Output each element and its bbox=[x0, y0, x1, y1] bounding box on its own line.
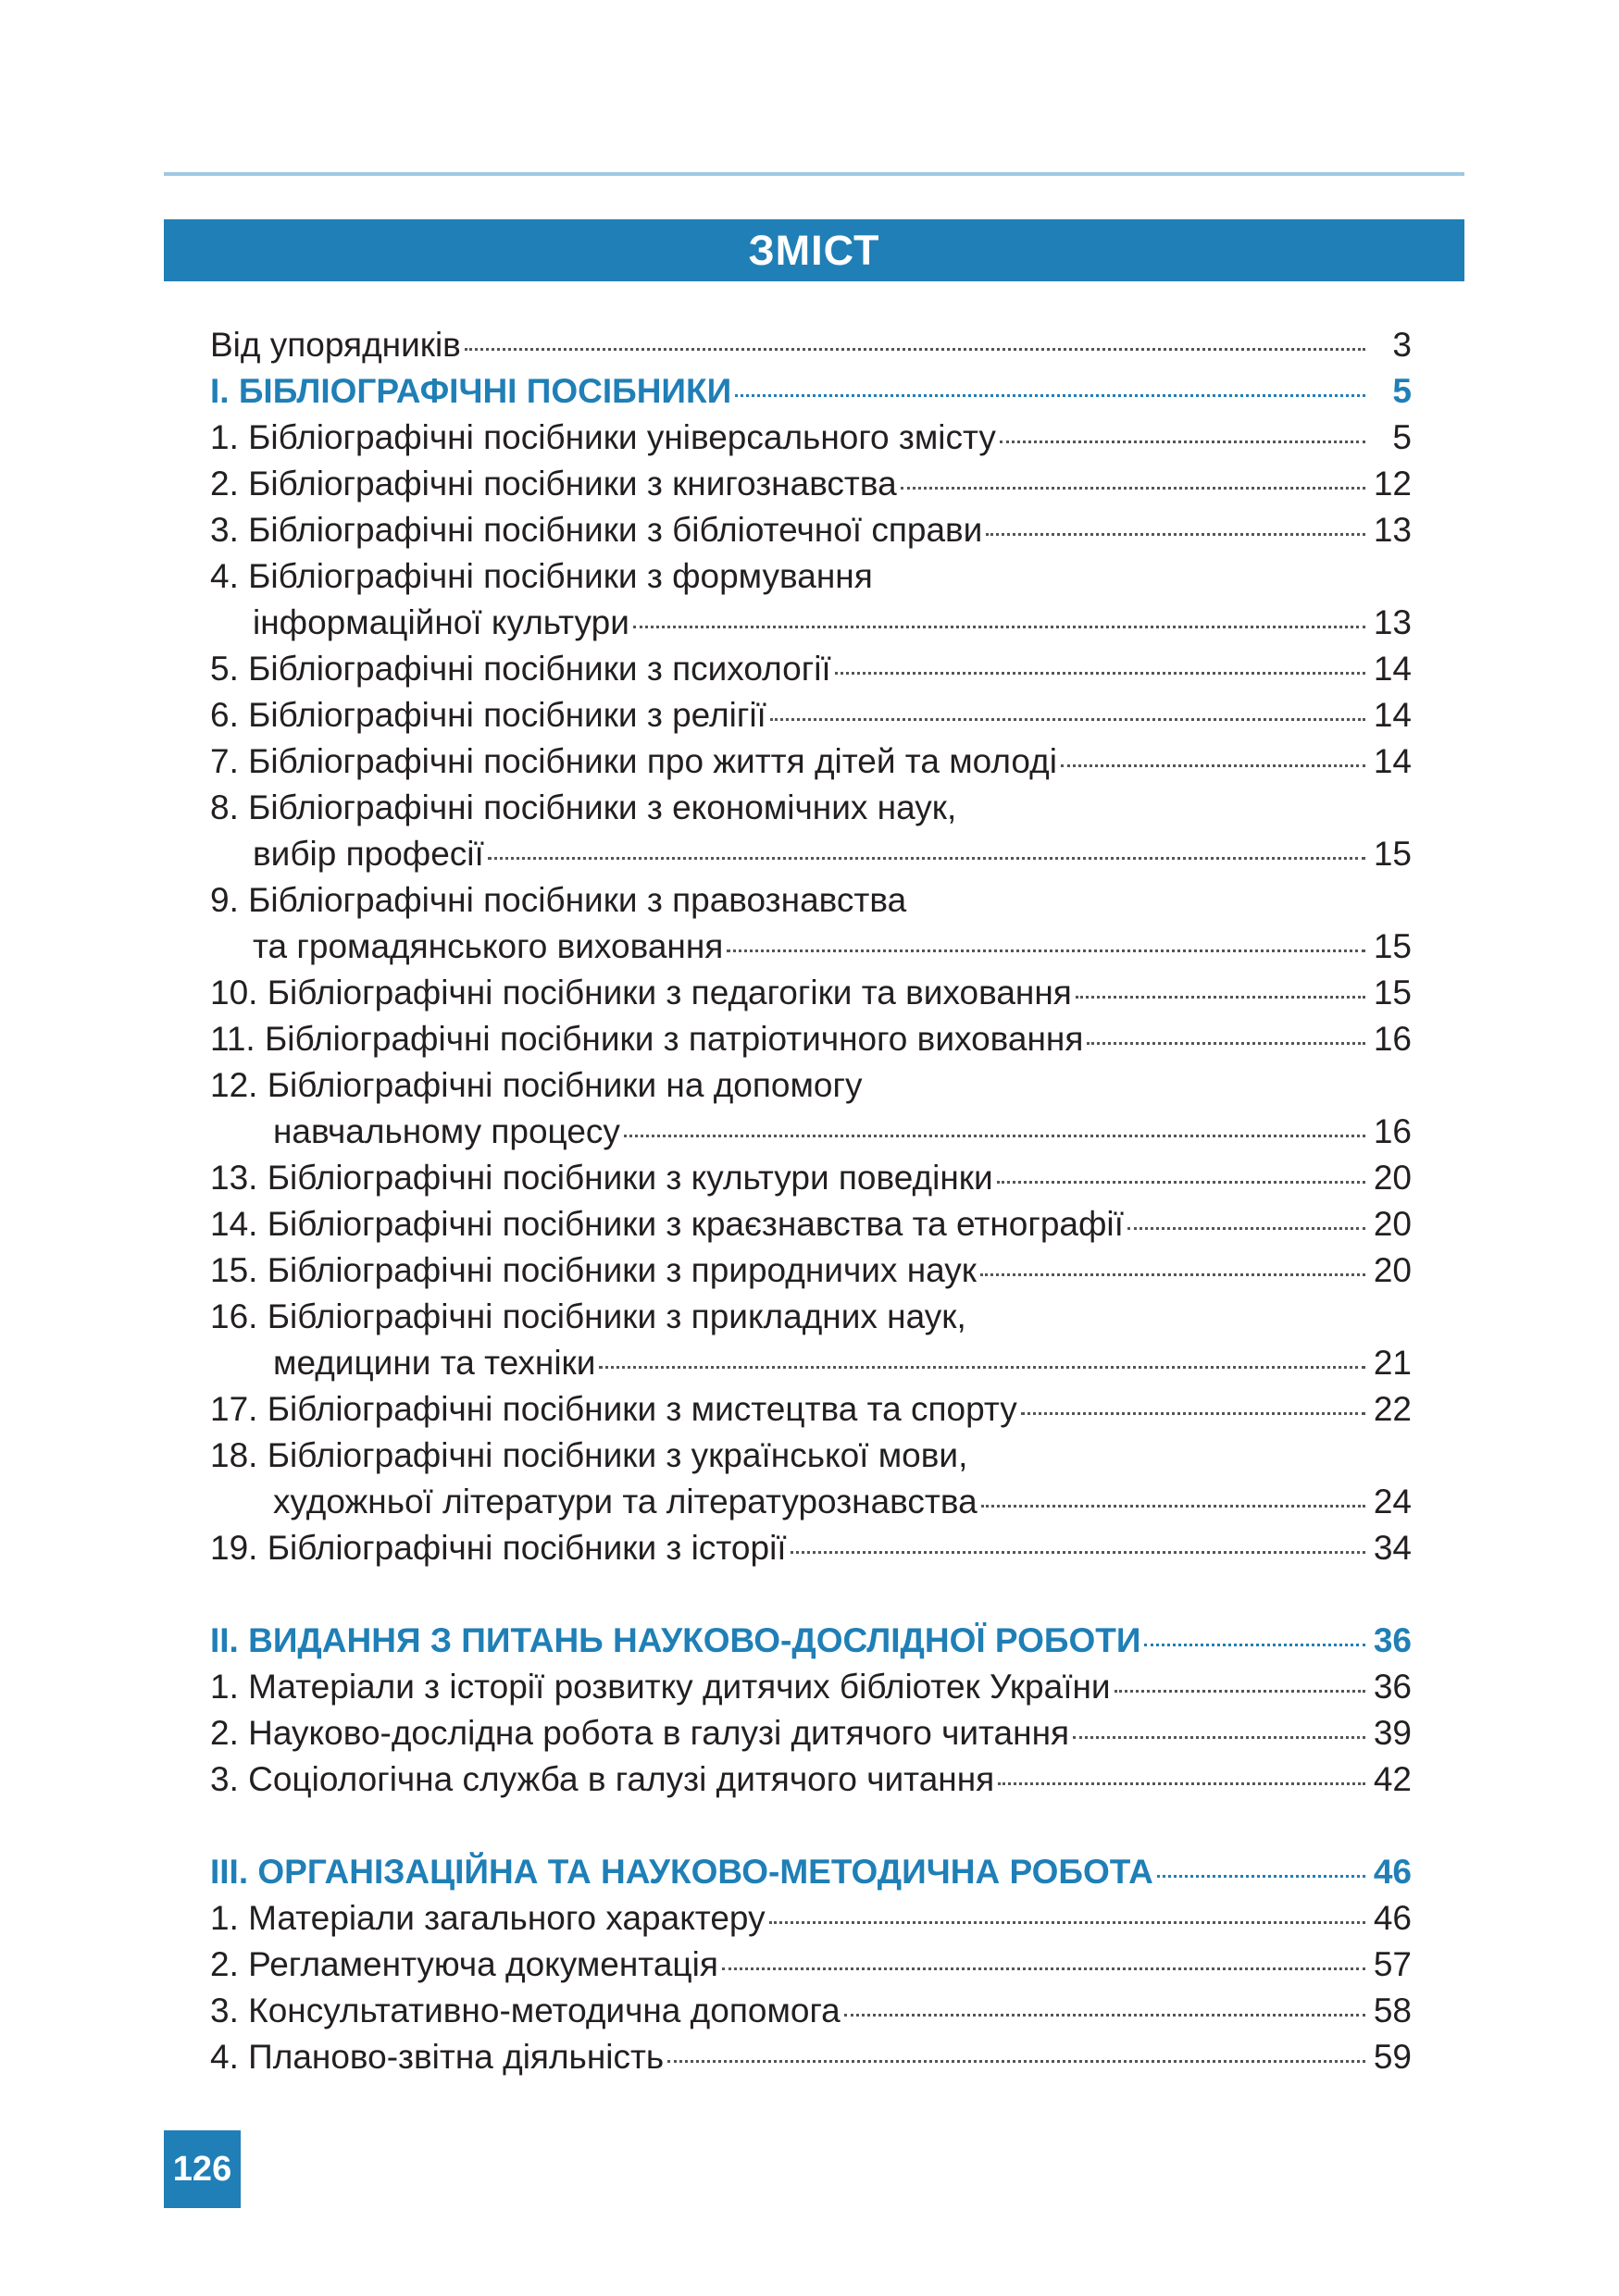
dot-leader bbox=[1087, 1042, 1365, 1045]
toc-entry[interactable] bbox=[210, 1942, 1412, 1988]
toc-entry-page: 20 bbox=[1373, 1251, 1412, 1289]
toc-section-heading[interactable] bbox=[210, 368, 1412, 415]
title-banner bbox=[164, 219, 1464, 281]
toc-entry-page: 14 bbox=[1373, 650, 1412, 688]
dot-leader bbox=[667, 2060, 1365, 2063]
toc-entry-label: 19. Бібліографічні посібники з історії bbox=[210, 1529, 787, 1567]
dot-leader bbox=[1021, 1412, 1365, 1415]
toc-entry[interactable] bbox=[210, 2034, 1412, 2080]
toc-entry-label: 7. Бібліографічні посібники про життя дітей та молоді bbox=[210, 742, 1057, 780]
page-title: ЗМІСТ bbox=[748, 227, 880, 274]
dot-leader bbox=[901, 487, 1365, 490]
toc-entry-label-continuation: навчальному процесу bbox=[273, 1112, 620, 1150]
dot-leader bbox=[980, 1273, 1365, 1276]
dot-leader bbox=[1061, 764, 1365, 767]
toc-entry-page: 15 bbox=[1373, 835, 1412, 873]
toc-entry-page: 58 bbox=[1373, 1992, 1412, 2029]
toc-section-label: III. ОРГАНІЗАЦІЙНА ТА НАУКОВО-МЕТОДИЧНА РОБОТА bbox=[210, 1853, 1153, 1891]
toc-entry-page: 14 bbox=[1373, 696, 1412, 734]
toc-entry-label-continuation: та громадянського виховання bbox=[253, 927, 724, 965]
toc-entry-continuation[interactable] bbox=[210, 1109, 1412, 1155]
toc-entry-label: 2. Регламентуюча документація bbox=[210, 1945, 718, 1983]
toc-entry-page: 5 bbox=[1392, 418, 1412, 456]
toc-section-page: 5 bbox=[1392, 372, 1412, 410]
toc-entry[interactable] bbox=[210, 1756, 1412, 1803]
toc-entry-label: 16. Бібліографічні посібники з прикладних наук, bbox=[210, 1297, 966, 1335]
toc-entry-page: 13 bbox=[1373, 511, 1412, 549]
toc-entry-page: 42 bbox=[1373, 1760, 1412, 1798]
dot-leader bbox=[599, 1366, 1365, 1369]
toc-entry-first-line[interactable] bbox=[210, 1062, 1412, 1109]
toc-entry-label: 6. Бібліографічні посібники з релігії bbox=[210, 696, 766, 734]
toc-entry-label-continuation: медицини та техніки bbox=[273, 1344, 596, 1382]
toc-entry-label-continuation: художньої літератури та літературознавства bbox=[273, 1483, 978, 1520]
dot-leader bbox=[1127, 1227, 1365, 1230]
dot-leader bbox=[1000, 441, 1365, 443]
toc-entry-page: 16 bbox=[1373, 1020, 1412, 1058]
dot-leader bbox=[1157, 1875, 1365, 1878]
toc-entry-first-line[interactable] bbox=[210, 785, 1412, 831]
toc-entry-continuation[interactable] bbox=[210, 831, 1412, 877]
toc-entry-page: 46 bbox=[1373, 1899, 1412, 1937]
toc-entry[interactable] bbox=[210, 1155, 1412, 1201]
toc-section-heading[interactable] bbox=[210, 1618, 1412, 1664]
toc-section-heading[interactable] bbox=[210, 1849, 1412, 1895]
toc-entry-page: 39 bbox=[1373, 1714, 1412, 1752]
toc-entry-label: 1. Матеріали з історії розвитку дитячих бібліотек України bbox=[210, 1668, 1111, 1706]
toc-entry-label: 11. Бібліографічні посібники з патріотичного виховання bbox=[210, 1020, 1084, 1058]
section-spacer bbox=[210, 1803, 1412, 1849]
toc-entry-label: 4. Планово-звітна діяльність bbox=[210, 2038, 665, 2076]
toc-entry-page: 15 bbox=[1373, 974, 1412, 1011]
toc-entry-continuation[interactable] bbox=[210, 1479, 1412, 1525]
toc-entry-page: 16 bbox=[1373, 1112, 1412, 1150]
toc-entry-label: 18. Бібліографічні посібники з української мови, bbox=[210, 1436, 968, 1474]
toc-entry-page: 14 bbox=[1373, 742, 1412, 780]
toc-entry[interactable] bbox=[210, 1710, 1412, 1756]
toc-entry-page: 3 bbox=[1392, 326, 1412, 364]
toc-entry-label: 3. Бібліографічні посібники з бібліотечної справи bbox=[210, 511, 983, 549]
toc-entry-page: 12 bbox=[1373, 465, 1412, 503]
toc-entry[interactable] bbox=[210, 738, 1412, 785]
toc-entry[interactable] bbox=[210, 1201, 1412, 1247]
dot-leader bbox=[735, 394, 1365, 397]
toc-entry-label: 12. Бібліографічні посібники на допомогу bbox=[210, 1066, 863, 1104]
toc-entry[interactable] bbox=[210, 1664, 1412, 1710]
toc-entry-first-line[interactable] bbox=[210, 1433, 1412, 1479]
dot-leader bbox=[1144, 1644, 1365, 1646]
toc-entry-page: 34 bbox=[1373, 1529, 1412, 1567]
toc-entry-page: 22 bbox=[1373, 1390, 1412, 1428]
toc-entry[interactable] bbox=[210, 322, 1412, 368]
toc-entry-label: 1. Матеріали загального характеру bbox=[210, 1899, 766, 1937]
toc-entry-page: 15 bbox=[1373, 927, 1412, 965]
toc-entry-label: 9. Бібліографічні посібники з правознавства bbox=[210, 881, 907, 919]
toc-entry[interactable] bbox=[210, 692, 1412, 738]
toc-entry-continuation[interactable] bbox=[210, 1340, 1412, 1386]
toc-entry-label: 8. Бібліографічні посібники з економічних наук, bbox=[210, 788, 957, 826]
toc-entry[interactable] bbox=[210, 1016, 1412, 1062]
toc-entry-page: 59 bbox=[1373, 2038, 1412, 2076]
toc-section-label: II. ВИДАННЯ З ПИТАНЬ НАУКОВО-ДОСЛІДНОЇ РОБОТИ bbox=[210, 1621, 1141, 1659]
toc-entry-label: 2. Науково-дослідна робота в галузі дитячого читання bbox=[210, 1714, 1070, 1752]
toc-entry-continuation[interactable] bbox=[210, 600, 1412, 646]
toc-entry-page: 20 bbox=[1373, 1205, 1412, 1243]
toc-entry-first-line[interactable] bbox=[210, 553, 1412, 600]
toc-entry-continuation[interactable] bbox=[210, 924, 1412, 970]
toc-entry-label: 1. Бібліографічні посібники універсального змісту bbox=[210, 418, 996, 456]
toc-entry-label: 2. Бібліографічні посібники з книгознавства bbox=[210, 465, 897, 503]
toc-entry-page: 13 bbox=[1373, 603, 1412, 641]
dot-leader bbox=[727, 949, 1365, 952]
toc-entry[interactable] bbox=[210, 461, 1412, 507]
dot-leader bbox=[488, 857, 1365, 860]
dot-leader bbox=[624, 1135, 1365, 1137]
toc-entry-page: 24 bbox=[1373, 1483, 1412, 1520]
toc-entry[interactable] bbox=[210, 646, 1412, 692]
toc-entry[interactable] bbox=[210, 970, 1412, 1016]
toc-entry[interactable] bbox=[210, 1525, 1412, 1571]
dot-leader bbox=[981, 1505, 1365, 1508]
toc-entry[interactable] bbox=[210, 507, 1412, 553]
toc-entry[interactable] bbox=[210, 1247, 1412, 1294]
toc-entry-label: 5. Бібліографічні посібники з психології bbox=[210, 650, 831, 688]
toc-entry-label: 10. Бібліографічні посібники з педагогіки та виховання bbox=[210, 974, 1072, 1011]
toc-entry-label: 13. Бібліографічні посібники з культури поведінки bbox=[210, 1159, 993, 1197]
top-rule bbox=[164, 172, 1464, 176]
table-of-contents bbox=[210, 322, 1412, 2080]
toc-section-page: 46 bbox=[1373, 1853, 1412, 1891]
toc-entry-label: 3. Соціологічна служба в галузі дитячого читання bbox=[210, 1760, 995, 1798]
toc-entry-page: 57 bbox=[1373, 1945, 1412, 1983]
dot-leader bbox=[1073, 1736, 1365, 1739]
dot-leader bbox=[1076, 996, 1365, 999]
dot-leader bbox=[835, 672, 1365, 675]
toc-entry-label: 4. Бібліографічні посібники з формування bbox=[210, 557, 873, 595]
toc-entry-label: Від упорядників bbox=[210, 326, 461, 364]
page-number: 126 bbox=[172, 2150, 232, 2189]
dot-leader bbox=[770, 718, 1365, 721]
toc-section-label: I. БІБЛІОГРАФІЧНІ ПОСІБНИКИ bbox=[210, 372, 732, 410]
toc-entry-page: 36 bbox=[1373, 1668, 1412, 1706]
toc-entry[interactable] bbox=[210, 1386, 1412, 1433]
toc-section-page: 36 bbox=[1373, 1621, 1412, 1659]
dot-leader bbox=[986, 533, 1365, 536]
toc-entry[interactable] bbox=[210, 415, 1412, 461]
toc-entry[interactable] bbox=[210, 1895, 1412, 1942]
toc-entry-label: 15. Бібліографічні посібники з природничих наук bbox=[210, 1251, 977, 1289]
toc-entry-label-continuation: вибір професії bbox=[253, 835, 484, 873]
toc-entry-label: 17. Бібліографічні посібники з мистецтва та спорту bbox=[210, 1390, 1017, 1428]
dot-leader bbox=[769, 1921, 1365, 1924]
dot-leader bbox=[791, 1551, 1365, 1554]
toc-entry-page: 20 bbox=[1373, 1159, 1412, 1197]
toc-entry-page: 21 bbox=[1373, 1344, 1412, 1382]
dot-leader bbox=[997, 1181, 1365, 1184]
toc-entry-label: 3. Консультативно-методична допомога bbox=[210, 1992, 841, 2029]
toc-entry-label-continuation: інформаційної культури bbox=[253, 603, 629, 641]
dot-leader bbox=[722, 1967, 1365, 1970]
page-number-badge bbox=[164, 2130, 241, 2208]
toc-entry-label: 14. Бібліографічні посібники з краєзнавства та етнографії bbox=[210, 1205, 1124, 1243]
dot-leader bbox=[465, 348, 1365, 351]
toc-entry-first-line[interactable] bbox=[210, 877, 1412, 924]
section-spacer bbox=[210, 1571, 1412, 1618]
dot-leader bbox=[1115, 1690, 1365, 1693]
toc-entry-first-line[interactable] bbox=[210, 1294, 1412, 1340]
dot-leader bbox=[844, 2014, 1365, 2017]
dot-leader bbox=[633, 626, 1365, 628]
dot-leader bbox=[998, 1782, 1365, 1785]
toc-entry[interactable] bbox=[210, 1988, 1412, 2034]
